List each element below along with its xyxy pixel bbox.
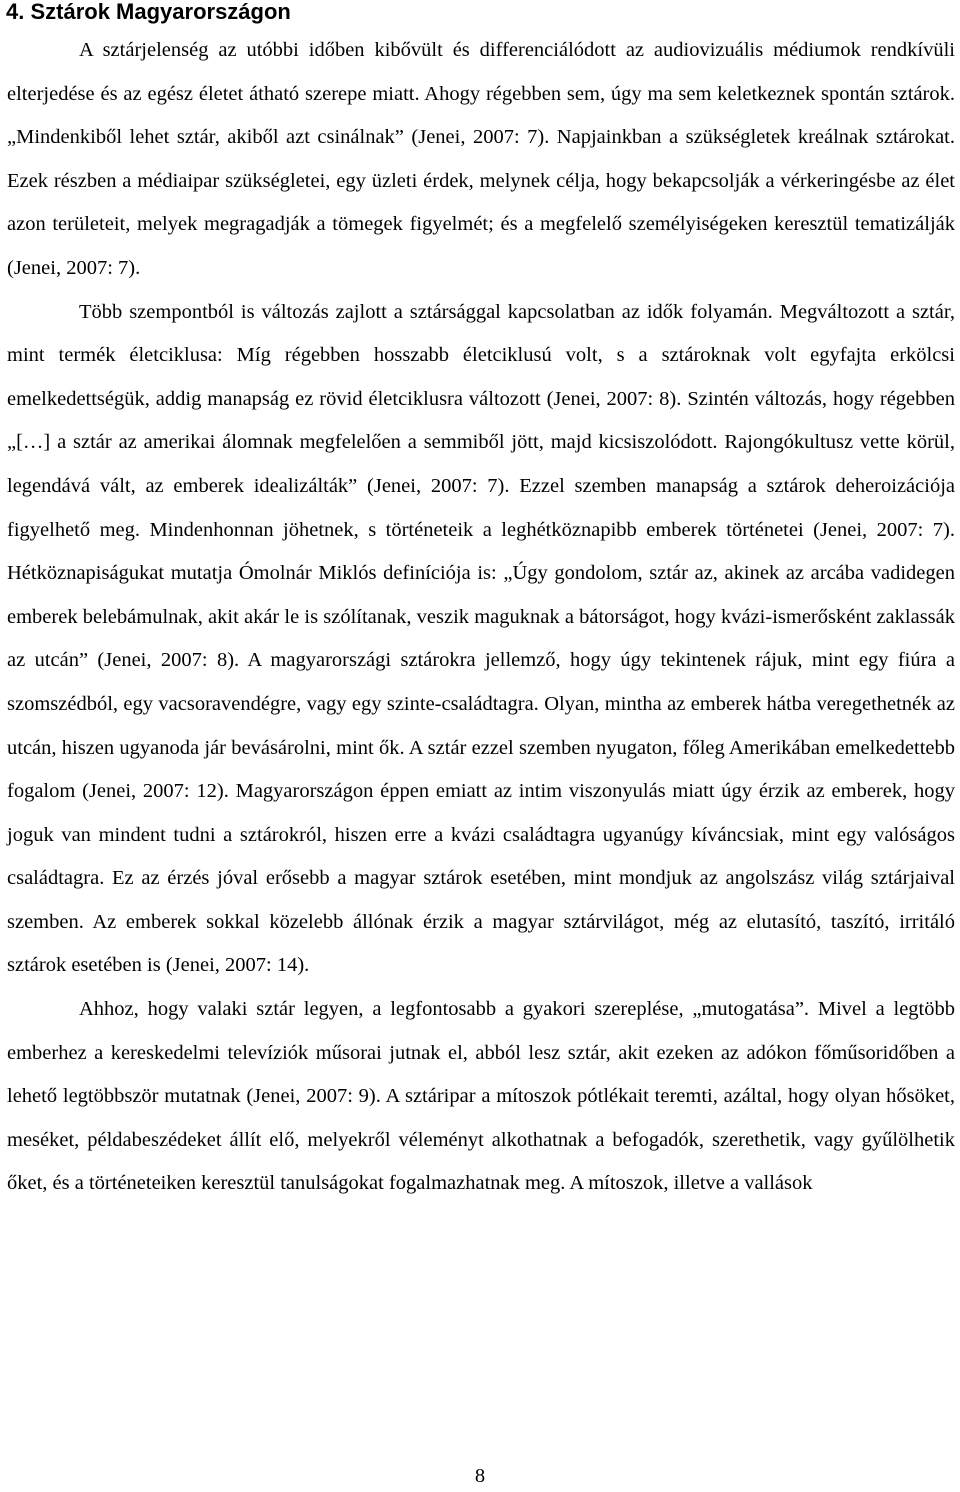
paragraph: Több szempontból is változás zajlott a sztársággal kapcsolatban az idők folyamán. Megváltozott a sztár, mint termék életciklusa: Míg régebben hosszabb életciklusú volt, s a sztároknak volt egyfajta erkölcsi emelkedettségük, addig manapság ez rövid életciklusra változott (Jenei, 2007: 8). Szintén változás, hogy régebben „[…] a sztár az amerikai álomnak megfelelően a semmiből jött, majd kicsiszolódott. Rajongókultusz vette körül, legendává vált, az emberek idealizálták” (Jenei, 2007: 7). Ezzel szemben manapság a sztárok deheroizációja figyelhető meg. Mindenhonnan jöhetnek, s történeteik a leghétköznapibb emberek történetei (Jenei, 2007: 7). Hétköznapiságukat mutatja Ómolnár Miklós definíciója is: „Úgy gondolom, sztár az, akinek az arcába vadidegen emberek belebámulnak, akit akár le is szólítanak, veszik maguknak a bátorságot, hogy kvázi-ismerősként zaklassák az utcán” (Jenei, 2007: 8). A magyarországi sztárokra jellemző, hogy úgy tekintenek rájuk, mint egy fiúra a szomszédból, egy vacsoravendégre, vagy egy szinte-családtagra. Olyan, mintha az emberek hátba veregethetnék az utcán, hiszen ugyanoda jár bevásárolni, mint ők. A sztár ezzel szemben nyugaton, főleg Amerikában emelkedettebb fogalom (Jenei, 2007: 12). Magyarországon éppen emiatt az intim viszonyulás miatt úgy érzik az emberek, hogy joguk van mindent tudni a sztárokról, hiszen erre a kvázi családtagra ugyanúgy kíváncsiak, mint egy valóságos családtagra. Ez az érzés jóval erősebb a magyar sztárok esetében, mint mondjuk az angolszász világ sztárjaival szemben. Az emberek sokkal közelebb állónak érzik a magyar sztárvilágot, még az elutasító, taszító, irritáló sztárok esetében is (Jenei, 2007: 14). [7,300,955,977]
paragraph: A sztárjelenség az utóbbi időben kibővült és differenciálódott az audiovizuális médiumok rendkívüli elterjedése és az egész életet átható szerepe miatt. Ahogy régebben sem, úgy ma sem keletkeznek spontán sztárok. „Mindenkiből lehet sztár, akiből azt csinálnak” (Jenei, 2007: 7). Napjainkban a szükségletek kreálnak sztárokat. Ezek részben a médiaipar szükségletei, egy üzleti érdek, melynek célja, hogy bekapcsolják a vérkeringésbe az élet azon területeit, melyek megragadják a tömegek figyelmét; és a megfelelő személyiségeken keresztül tematizálják (Jenei, 2007: 7). [7,39,955,279]
section-heading: 4. Sztárok Magyarországon [6,0,291,24]
paragraph: Ahhoz, hogy valaki sztár legyen, a legfontosabb a gyakori szereplése, „mutogatása”. Mivel a legtöbb emberhez a kereskedelmi televíziók műsorai jutnak el, abból lesz sztár, akit ezeken az adókon főműsoridőben a lehető legtöbbször mutatnak (Jenei, 2007: 9). A sztáripar a mítoszok pótlékait teremti, azáltal, hogy olyan hősöket, meséket, példabeszédeket állít elő, melyekről véleményt alkothatnak a befogadók, szerethetik, vagy gyűlölhetik őket, és a történeteiken keresztül tanulságokat fogalmazhatnak meg. A mítoszok, illetve a vallások [7,998,955,1195]
body-text [7,29,955,1206]
page-number: 8 [474,1465,486,1487]
